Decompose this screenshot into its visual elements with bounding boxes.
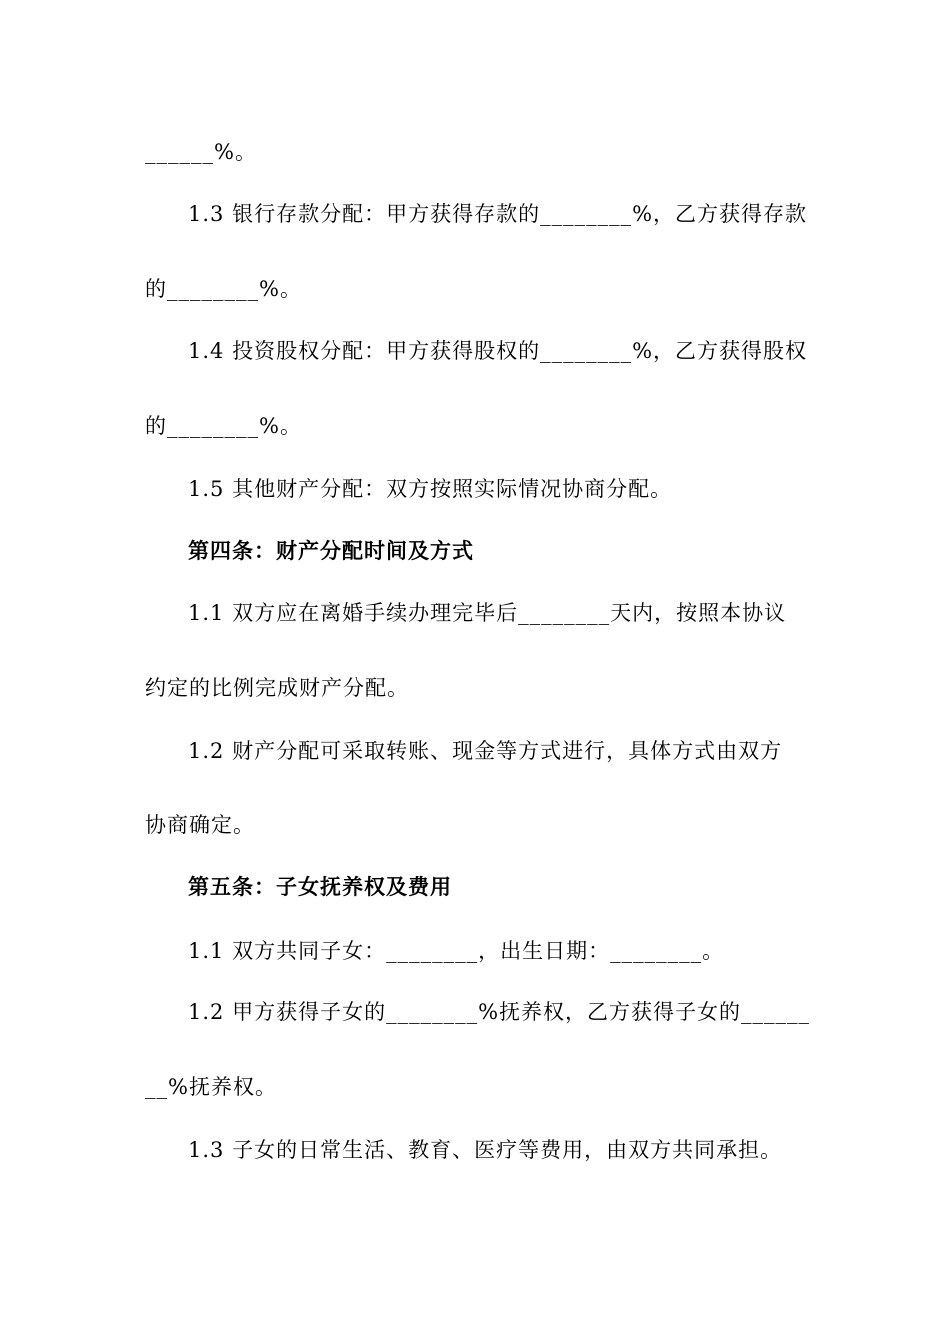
clause-1-3-bank-deposit: 1.3 银行存款分配：甲方获得存款的________%，乙方获得存款 [188, 202, 808, 226]
clause-1-4-investment-equity: 1.4 投资股权分配：甲方获得股权的________%，乙方获得股权 [188, 339, 808, 363]
clause-5-2-continuation: __%抚养权。 [145, 1075, 277, 1099]
article-4-heading: 第四条：财产分配时间及方式 [188, 539, 474, 563]
clause-1-3-continuation: 的________%。 [145, 277, 302, 301]
clause-1-4-continuation: 的________%。 [145, 414, 302, 438]
clause-5-1-child-info: 1.1 双方共同子女：________，出生日期：________。 [188, 939, 725, 963]
clause-5-3-expenses: 1.3 子女的日常生活、教育、医疗等费用，由双方共同承担。 [188, 1138, 783, 1162]
clause-4-1-continuation: 约定的比例完成财产分配。 [145, 676, 409, 700]
text-line-continuation: ______%。 [145, 140, 257, 164]
clause-5-2-custody: 1.2 甲方获得子女的________%抚养权，乙方获得子女的______ [188, 1000, 811, 1024]
clause-4-1-timing: 1.1 双方应在离婚手续办理完毕后________天内，按照本协议 [188, 601, 787, 625]
clause-1-5-other-property: 1.5 其他财产分配：双方按照实际情况协商分配。 [188, 477, 673, 501]
clause-4-2-method: 1.2 财产分配可采取转账、现金等方式进行，具体方式由双方 [188, 739, 783, 763]
article-5-heading: 第五条：子女抚养权及费用 [188, 875, 452, 899]
clause-4-2-continuation: 协商确定。 [145, 813, 255, 837]
